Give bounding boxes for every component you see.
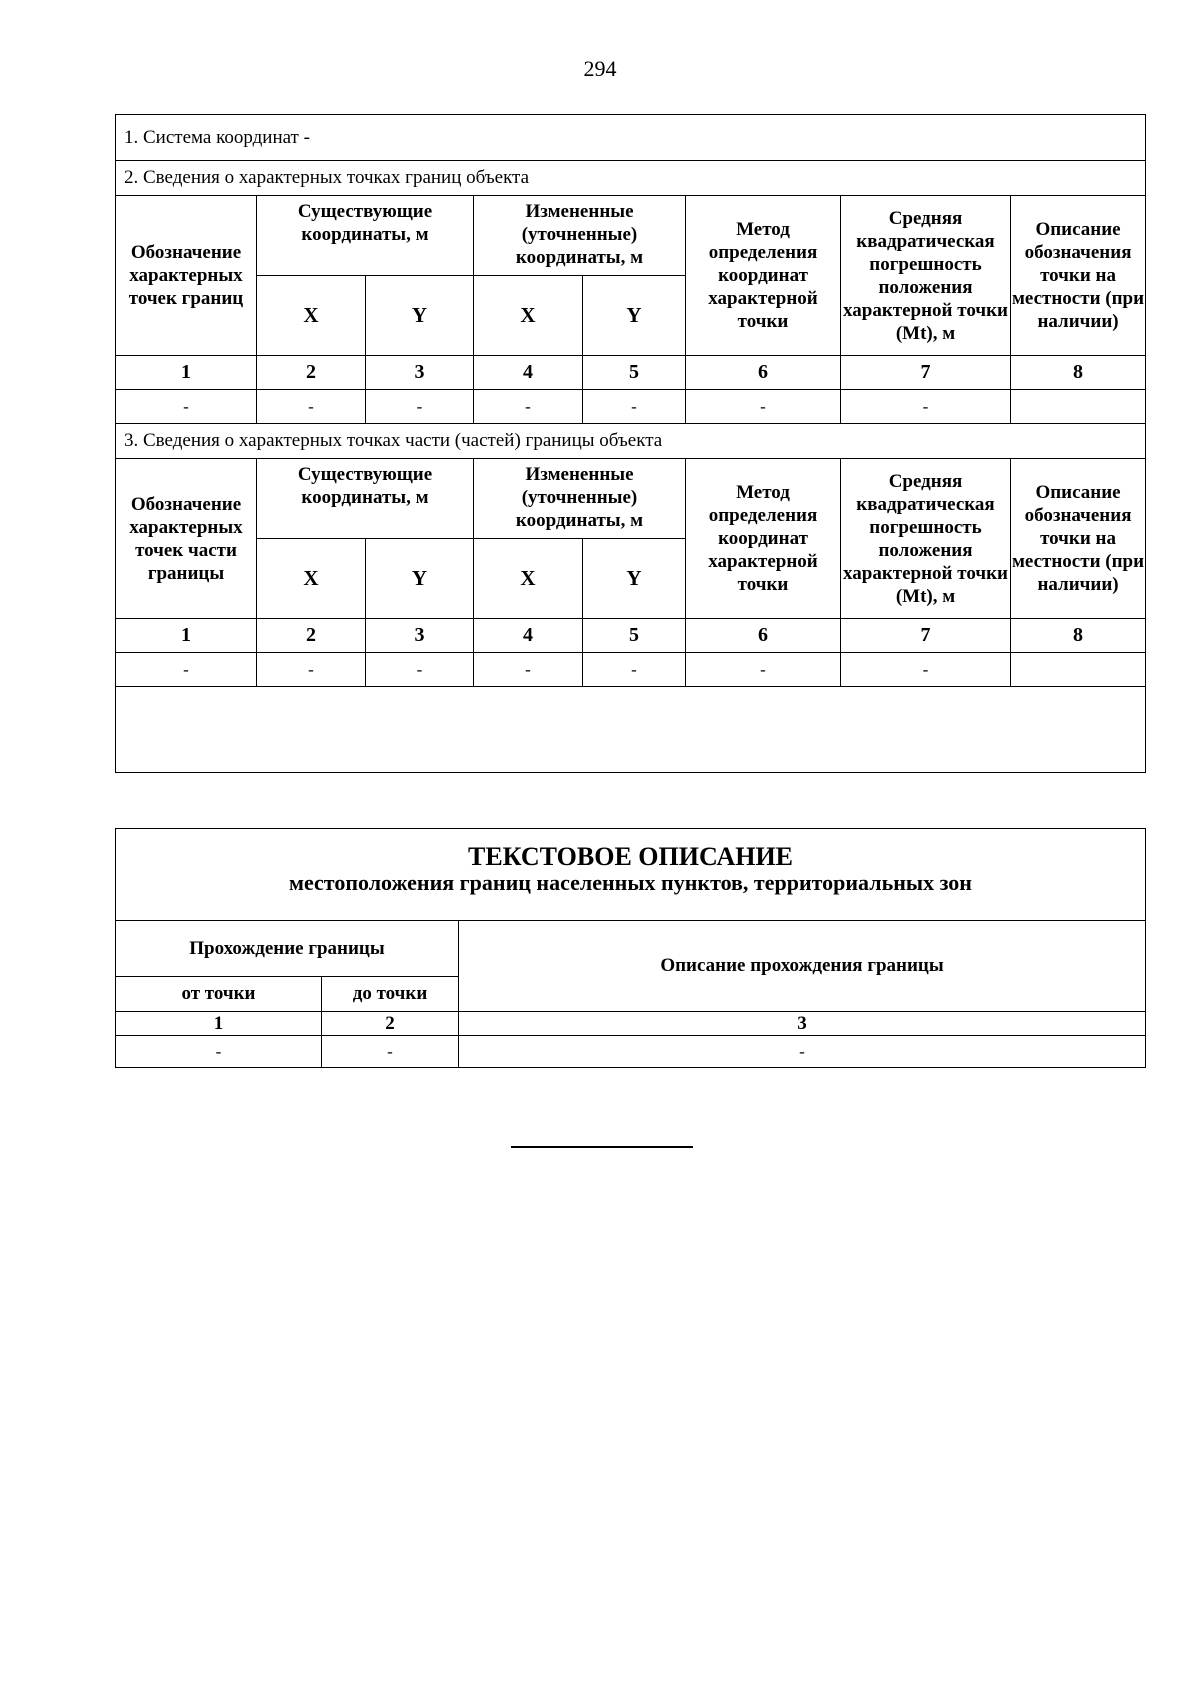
section2-value-cell: - xyxy=(257,390,366,424)
section2-header-method: Метод определения координат характерной точки xyxy=(686,196,841,356)
section3-title: 3. Сведения о характерных точках части (частей) границы объекта xyxy=(116,424,1146,459)
section3-col-number: 4 xyxy=(474,619,583,653)
section2-header-existing: Существующие координаты, м xyxy=(257,196,474,276)
section2-header-designation: Обозначение характерных точек границ xyxy=(116,196,257,356)
section2-existing-y: Y xyxy=(366,276,474,356)
section2-col-number: 8 xyxy=(1011,356,1146,390)
section3-value-cell: - xyxy=(366,653,474,687)
end-of-document-line xyxy=(511,1146,693,1148)
section3-changed-y: Y xyxy=(583,539,686,619)
section3-value-cell: - xyxy=(116,653,257,687)
coordinates-table xyxy=(115,114,1146,773)
from-point-header: от точки xyxy=(116,977,322,1012)
section3-header-description: Описание обозначения точки на местности (при наличии) xyxy=(1011,459,1146,619)
section2-col-number: 3 xyxy=(366,356,474,390)
passage-description-header: Описание прохождения границы xyxy=(459,921,1146,1012)
section3-header-method: Метод определения координат характерной точки xyxy=(686,459,841,619)
section2-value-cell: - xyxy=(686,390,841,424)
text-description-value-cell: - xyxy=(459,1036,1146,1068)
section3-header-existing: Существующие координаты, м xyxy=(257,459,474,539)
text-description-col-number: 3 xyxy=(459,1012,1146,1036)
section3-header-changed: Измененные (уточненные) координаты, м xyxy=(474,459,686,539)
to-point-header: до точки xyxy=(322,977,459,1012)
section3-col-number: 8 xyxy=(1011,619,1146,653)
boundary-passage-header: Прохождение границы xyxy=(116,921,459,977)
section3-header-error: Средняя квадратическая погрешность положения характерной точки (Mt), м xyxy=(841,459,1011,619)
section2-changed-y: Y xyxy=(583,276,686,356)
section2-title: 2. Сведения о характерных точках границ объекта xyxy=(116,161,1146,196)
section2-changed-x: X xyxy=(474,276,583,356)
section3-existing-x: X xyxy=(257,539,366,619)
section3-col-number: 1 xyxy=(116,619,257,653)
section2-value-cell: - xyxy=(366,390,474,424)
text-description-col-number: 1 xyxy=(116,1012,322,1036)
section2-col-number: 2 xyxy=(257,356,366,390)
section2-col-number: 4 xyxy=(474,356,583,390)
section3-col-number: 6 xyxy=(686,619,841,653)
section2-header-description: Описание обозначения точки на местности (при наличии) xyxy=(1011,196,1146,356)
section3-col-number: 7 xyxy=(841,619,1011,653)
section3-value-cell: - xyxy=(474,653,583,687)
text-description-title: ТЕКСТОВОЕ ОПИСАНИЕ xyxy=(468,842,794,871)
section3-col-number: 3 xyxy=(366,619,474,653)
section3-value-cell: - xyxy=(686,653,841,687)
section2-header-error: Средняя квадратическая погрешность положения характерной точки (Mt), м xyxy=(841,196,1011,356)
section2-value-cell: - xyxy=(583,390,686,424)
section2-value-cell xyxy=(1011,390,1146,424)
section2-existing-x: X xyxy=(257,276,366,356)
section2-value-cell: - xyxy=(116,390,257,424)
text-description-table xyxy=(115,828,1146,1068)
section3-header-designation: Обозначение характерных точек части границы xyxy=(116,459,257,619)
section3-value-cell xyxy=(1011,653,1146,687)
coordinate-system-row: 1. Система координат - xyxy=(116,115,1146,161)
section3-value-cell: - xyxy=(841,653,1011,687)
section2-col-number: 6 xyxy=(686,356,841,390)
section2-value-cell: - xyxy=(841,390,1011,424)
text-description-value-cell: - xyxy=(322,1036,459,1068)
page-number: 294 xyxy=(583,56,617,81)
text-description-value-cell: - xyxy=(116,1036,322,1068)
section3-value-cell: - xyxy=(257,653,366,687)
section3-value-cell: - xyxy=(583,653,686,687)
text-description-col-number: 2 xyxy=(322,1012,459,1036)
empty-notes-row xyxy=(116,687,1146,773)
section2-col-number: 5 xyxy=(583,356,686,390)
section2-value-cell: - xyxy=(474,390,583,424)
section3-col-number: 2 xyxy=(257,619,366,653)
text-description-heading xyxy=(116,829,1146,921)
section3-col-number: 5 xyxy=(583,619,686,653)
section3-changed-x: X xyxy=(474,539,583,619)
section3-existing-y: Y xyxy=(366,539,474,619)
section2-col-number: 1 xyxy=(116,356,257,390)
section2-col-number: 7 xyxy=(841,356,1011,390)
text-description-subtitle: местоположения границ населенных пунктов, территориальных зон xyxy=(289,870,972,895)
section2-header-changed: Измененные (уточненные) координаты, м xyxy=(474,196,686,276)
